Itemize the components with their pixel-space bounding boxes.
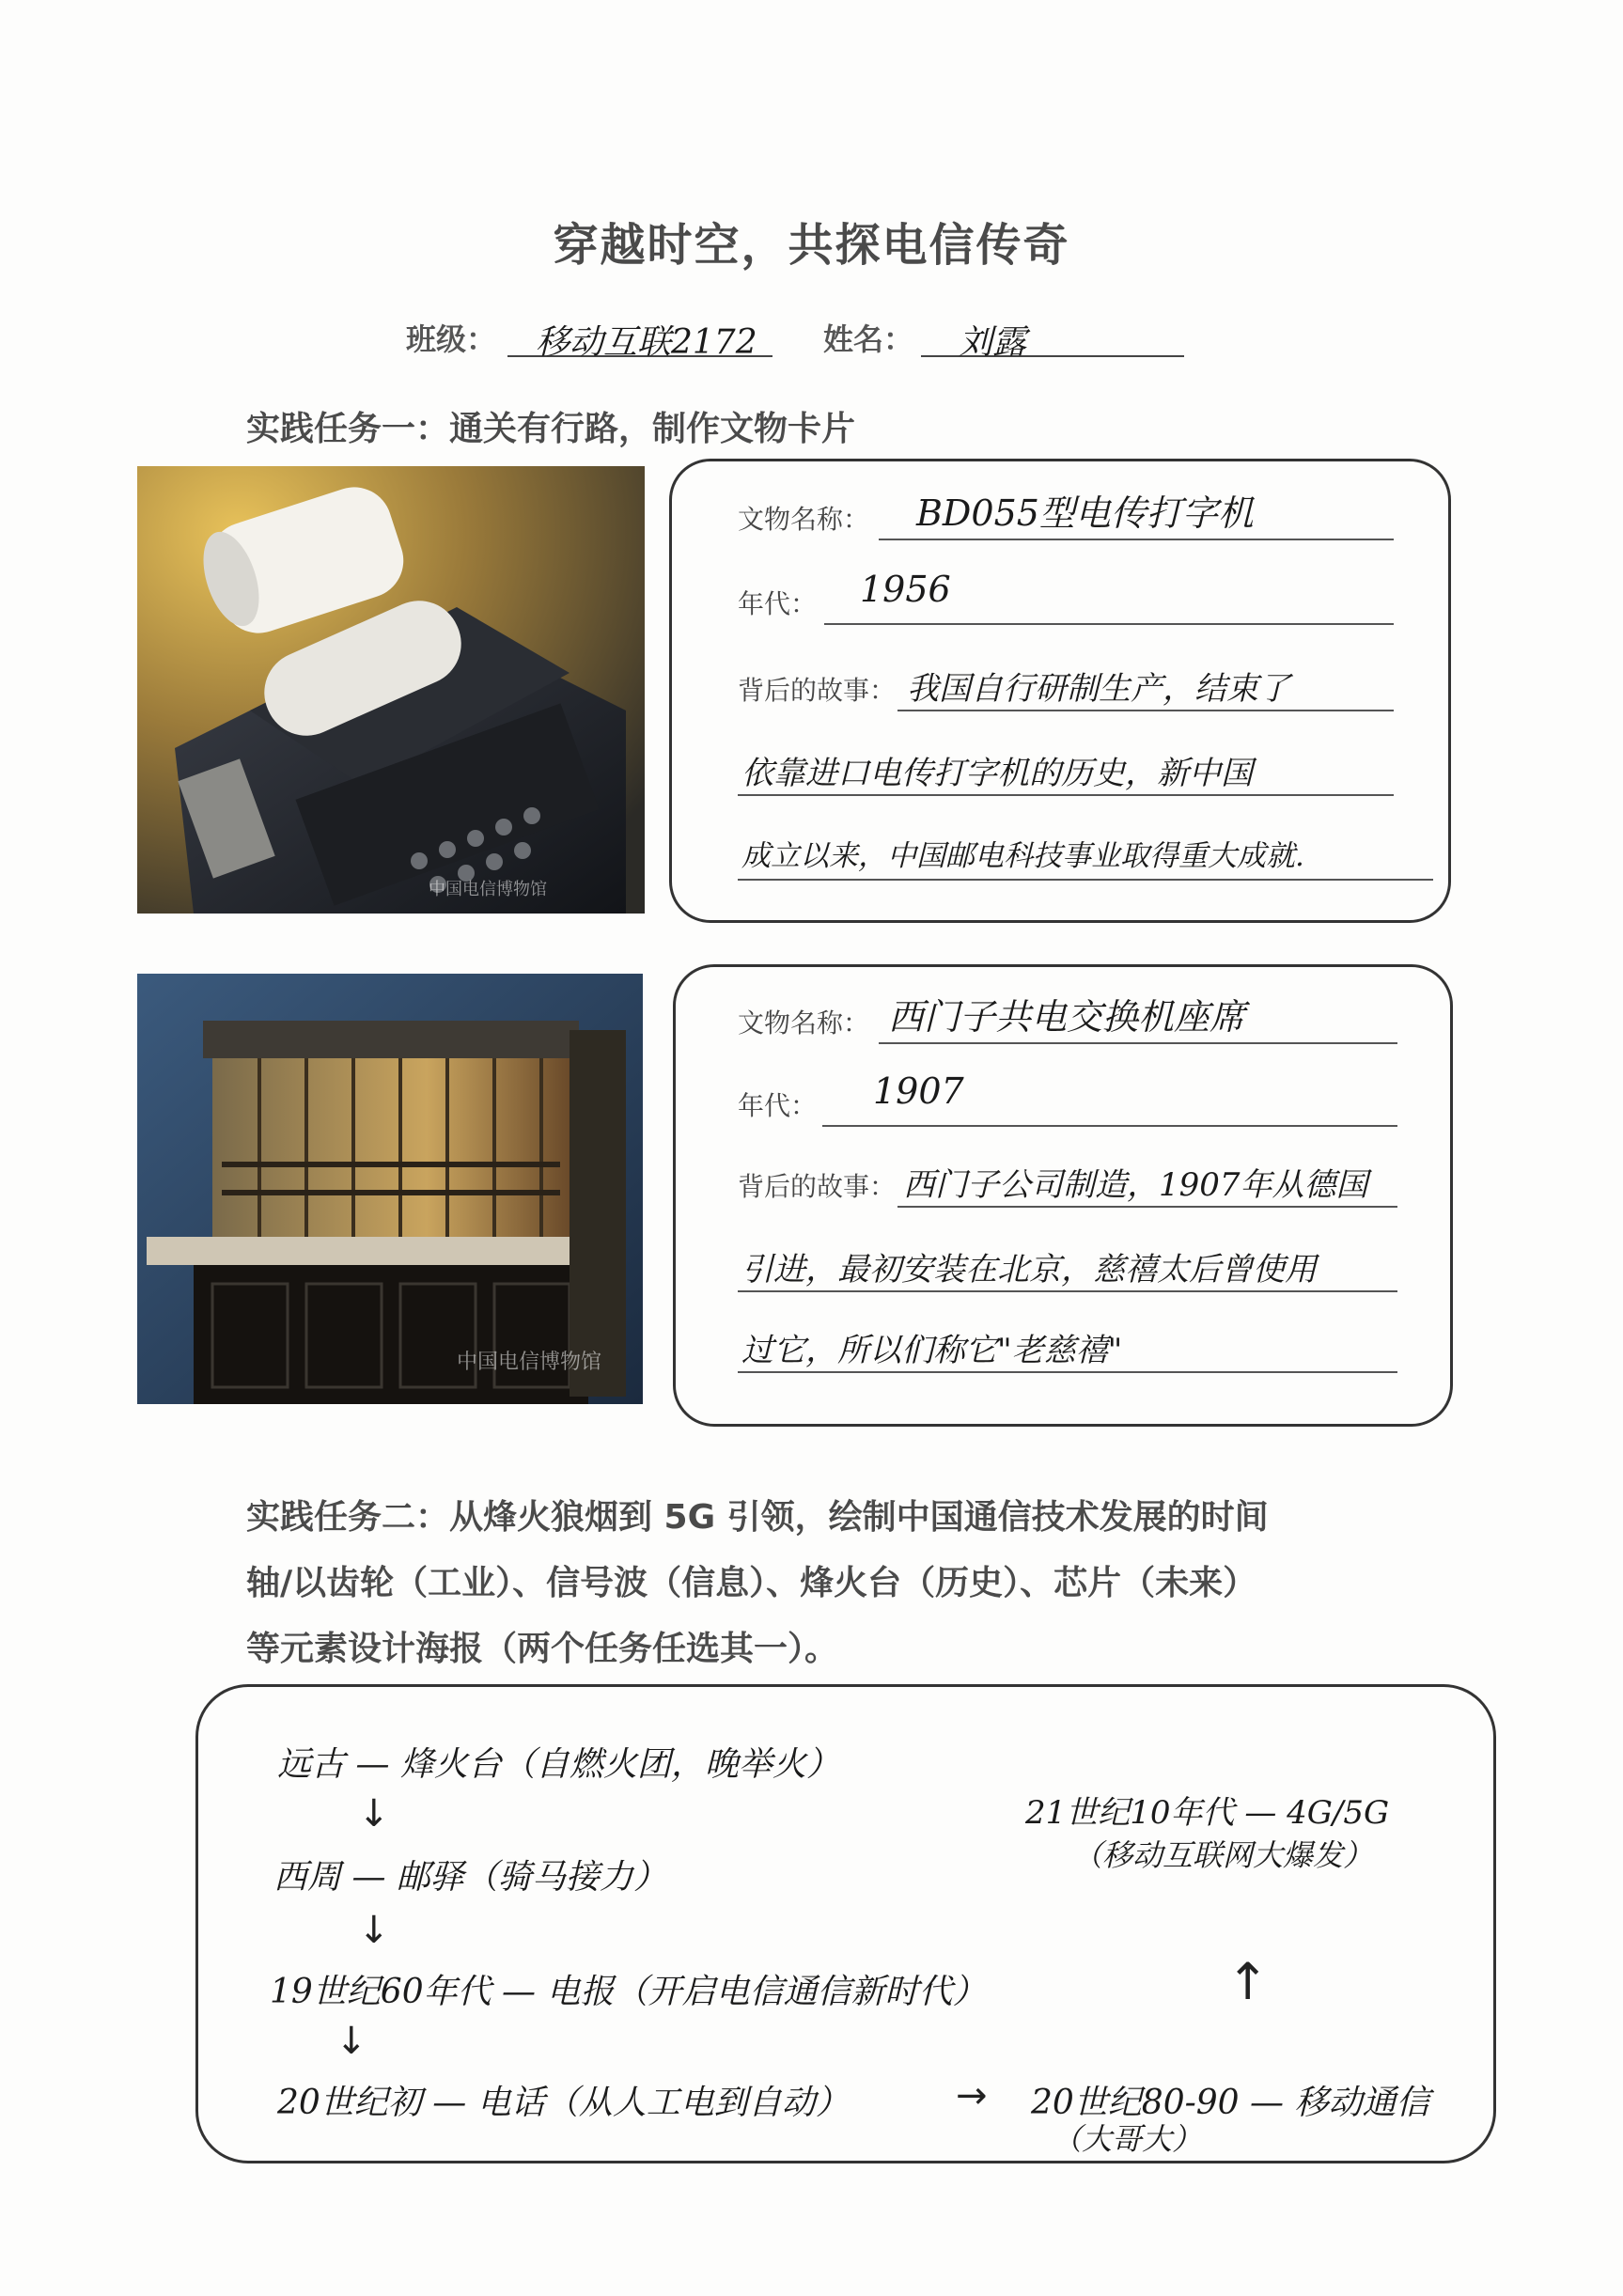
artifact-card-2	[673, 964, 1453, 1427]
task1-heading: 实践任务一：通关有行路，制作文物卡片	[246, 410, 856, 448]
task2-heading-line-3: 等元素设计海报（两个任务任选其一）。	[246, 1630, 839, 1668]
card1-name-line	[879, 539, 1394, 540]
task2-heading-line-1: 实践任务二：从烽火狼烟到 5G 引领，绘制中国通信技术发展的时间	[246, 1498, 1269, 1537]
class-field	[507, 318, 772, 362]
card2-name-value: 西门子共电交换机座席	[888, 996, 1246, 1038]
timeline-item-4g5g-note: （移动互联网大爆发）	[1072, 1837, 1374, 1873]
timeline-item-western-zhou: 西周 — 邮驿（骑马接力）	[273, 1858, 667, 1897]
card1-story-line-3	[738, 879, 1433, 881]
card2-story-text-2: 引进，最初安装在北京，慈禧太后曾使用	[741, 1251, 1317, 1289]
task2-heading-line-2: 轴/以齿轮（工业）、信号波（信息）、烽火台（历史）、芯片（未来）	[246, 1564, 1257, 1602]
timeline-box	[195, 1684, 1496, 2163]
switchboard-photo	[137, 974, 643, 1404]
card2-story-line-3	[738, 1371, 1397, 1373]
arrow-down-icon: ↓	[358, 1909, 390, 1952]
card1-name-label: 文物名称：	[738, 504, 870, 535]
page-title: 穿越时空，共探电信传奇	[553, 219, 1070, 272]
photo2-watermark: 中国电信博物馆	[457, 1351, 602, 1374]
card2-year-value: 1907	[873, 1070, 964, 1112]
class-label: 班级：	[406, 321, 497, 357]
name-label: 姓名：	[823, 321, 914, 357]
name-field	[921, 318, 1184, 362]
timeline-item-ancient: 远古 — 烽火台（自燃火团，晚举火）	[277, 1745, 840, 1784]
timeline-item-mobile: 20世纪80-90 — 移动通信	[1031, 2084, 1430, 2122]
arrow-up-icon: ↑	[1226, 1952, 1270, 2011]
card2-story-line-1	[897, 1206, 1397, 1208]
card2-year-line	[822, 1125, 1397, 1127]
timeline-item-4g5g: 21世纪10年代 — 4G/5G	[1025, 1794, 1390, 1832]
arrow-down-icon: ↓	[336, 2020, 367, 2063]
teleprinter-illustration	[137, 466, 645, 914]
artifact-card-1	[669, 459, 1451, 923]
card1-year-line	[824, 623, 1394, 625]
arrow-right-icon: →	[956, 2074, 988, 2117]
timeline-item-telephone: 20世纪初 — 电话（从人工电到自动）	[277, 2084, 850, 2122]
card1-story-line-1	[897, 710, 1394, 711]
card2-story-line-2	[738, 1290, 1397, 1292]
card2-year-label: 年代：	[738, 1090, 818, 1121]
arrow-down-icon: ↓	[358, 1792, 390, 1835]
photo1-watermark: 中国电信博物馆	[429, 880, 547, 899]
card1-story-text-2: 依靠进口电传打字机的历史，新中国	[741, 755, 1253, 792]
card1-story-line-2	[738, 794, 1394, 796]
card1-year-value: 1956	[860, 569, 951, 610]
card2-story-label: 背后的故事：	[738, 1171, 897, 1202]
task2-heading	[246, 1485, 1468, 1682]
card1-story-label: 背后的故事：	[738, 675, 897, 706]
timeline-item-telegraph: 19世纪60年代 — 电报（开启电信通信新时代）	[270, 1973, 987, 2011]
card2-story-text-3: 过它，所以们称它"老慈禧"	[741, 1332, 1123, 1369]
card1-story-text-3: 成立以来，中国邮电科技事业取得重大成就.	[741, 839, 1304, 873]
timeline-item-mobile-note: （大哥大）	[1052, 2121, 1203, 2157]
name-value: 刘露	[959, 323, 1027, 362]
card2-name-line	[879, 1042, 1397, 1044]
card1-year-label: 年代：	[738, 588, 818, 619]
teleprinter-photo	[137, 466, 645, 914]
card1-story-text-1: 我国自行研制生产，结束了	[907, 670, 1290, 708]
card1-name-value: BD055型电传打字机	[916, 492, 1254, 534]
switchboard-illustration	[137, 974, 643, 1404]
card2-name-label: 文物名称：	[738, 1007, 870, 1039]
card2-story-text-1: 西门子公司制造，1907年从德国	[903, 1166, 1368, 1204]
class-value: 移动互联2172	[536, 323, 757, 362]
